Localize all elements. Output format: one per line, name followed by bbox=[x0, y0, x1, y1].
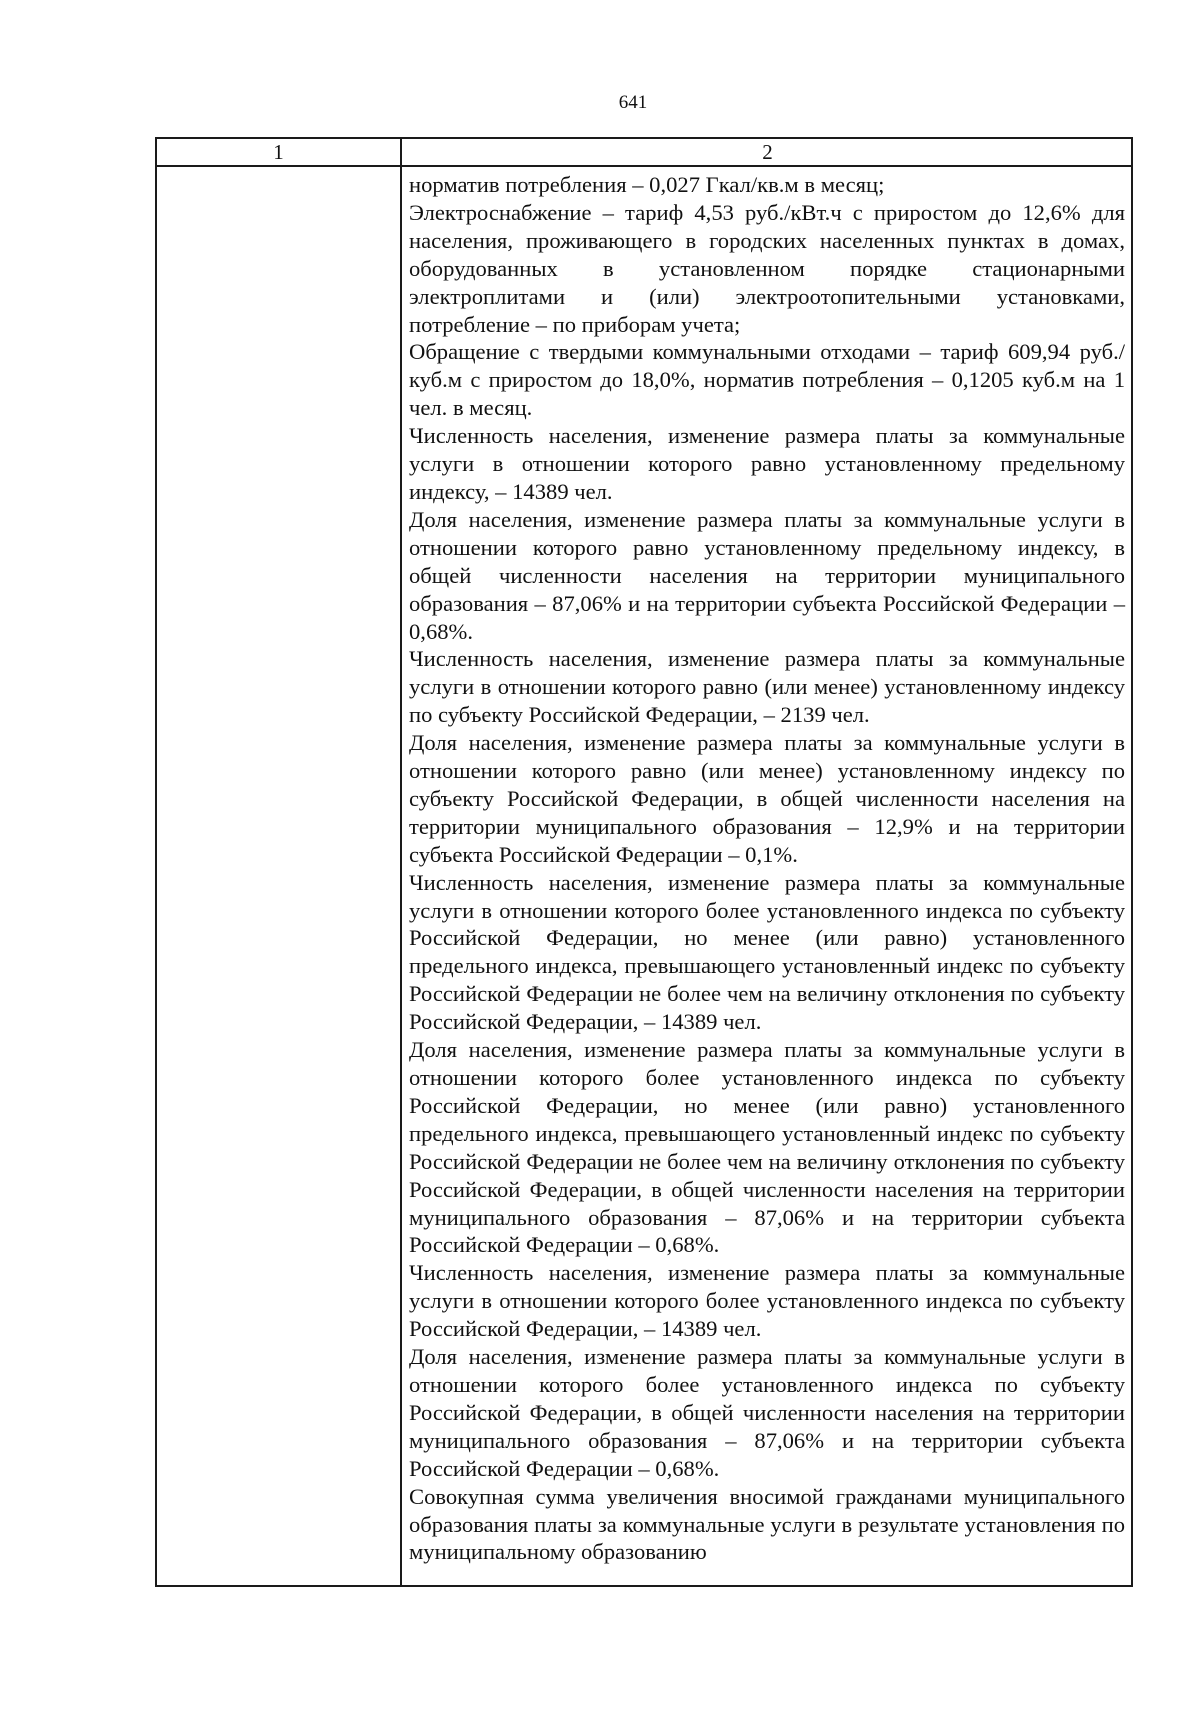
paragraph-heating-norm: норматив потребления – 0,027 Гкал/кв.м в месяц; bbox=[409, 172, 885, 197]
paragraph-population-above-index: Численность населения, изменение размера платы за коммунальные услуги в отношении которого более установленного индекса по субъекту Российской Федерации, – 14389 чел. bbox=[409, 1260, 1125, 1342]
paragraph-electricity: Электроснабжение – тариф 4,53 руб./кВт.ч с приростом до 12,6% для населения, проживающего в городских населенных пунктах в домах, оборудованных в установленном порядке стационарными электроплитами и (или) электроотопительными установками, потребление – по приборам учета; bbox=[409, 199, 1125, 337]
column-header-1: 1 bbox=[273, 140, 284, 164]
paragraph-solid-waste: Обращение с твердыми коммунальными отходами – тариф 609,94 руб./куб.м с приростом до 18,0%, норматив потребления – 0,1205 куб.м на 1 чел. в месяц. bbox=[409, 339, 1125, 421]
document-table bbox=[155, 137, 1133, 1587]
table-header-row bbox=[157, 139, 1131, 167]
paragraph-share-above-index: Доля населения, изменение размера платы за коммунальные услуги в отношении которого более установленного индекса по субъекту Российской Федерации, в общей численности населения на территории муниципального образования – 87,06% и на территории субъекта Российской Федерации – 0,68%. bbox=[409, 1344, 1125, 1481]
paragraph-total-increase: Совокупная сумма увеличения вносимой гражданами муниципального образования платы за коммунальные услуги в результате установления по муниципальному образованию bbox=[409, 1483, 1125, 1565]
paragraph-share-equal-limit: Доля населения, изменение размера платы за коммунальные услуги в отношении которого равно установленному предельному индексу, в общей численности населения на территории муниципального образования – 87,06% и на территории субъекта Российской Федерации – 0,68%. bbox=[409, 506, 1125, 644]
paragraph-share-above-index-within-limit: Доля населения, изменение размера платы за коммунальные услуги в отношении которого более установленного индекса по субъекту Российской Федерации, но менее (или равно) установленного предельного индекса, превышающего установленный индекс по субъекту Российской Федерации не более чем на величину отклонения по субъекту Российской Федерации, в общей численности населения на территории муниципального образования – 87,06% и на территории субъекта Российской Федерации – 0,68%. bbox=[409, 1037, 1125, 1258]
page-number: 641 bbox=[618, 92, 648, 113]
column-header-2: 2 bbox=[762, 140, 773, 164]
paragraph-population-equal-limit: Численность населения, изменение размера платы за коммунальные услуги в отношении которого равно установленному предельному индексу, – 14389 чел. bbox=[409, 423, 1125, 504]
paragraph-population-equal-or-less-index: Численность населения, изменение размера платы за коммунальные услуги в отношении которого равно (или менее) установленному индексу по субъекту Российской Федерации, – 2139 чел. bbox=[409, 646, 1125, 728]
column-divider bbox=[400, 139, 402, 1585]
paragraph-share-equal-or-less-index: Доля населения, изменение размера платы за коммунальные услуги в отношении которого равно (или менее) установленному индексу по субъекту Российской Федерации, в общей численности населения на территории муниципального образования – 12,9% и на территории субъекта Российской Федерации – 0,1%. bbox=[409, 730, 1125, 867]
paragraph-population-above-index-within-limit: Численность населения, изменение размера платы за коммунальные услуги в отношении которого более установленного индекса по субъекту Российской Федерации, но менее (или равно) установленного предельного индекса, превышающего установленный индекс по субъекту Российской Федерации не более чем на величину отклонения по субъекту Российской Федерации, – 14389 чел. bbox=[409, 869, 1125, 1035]
column-2-content bbox=[409, 171, 1125, 1566]
